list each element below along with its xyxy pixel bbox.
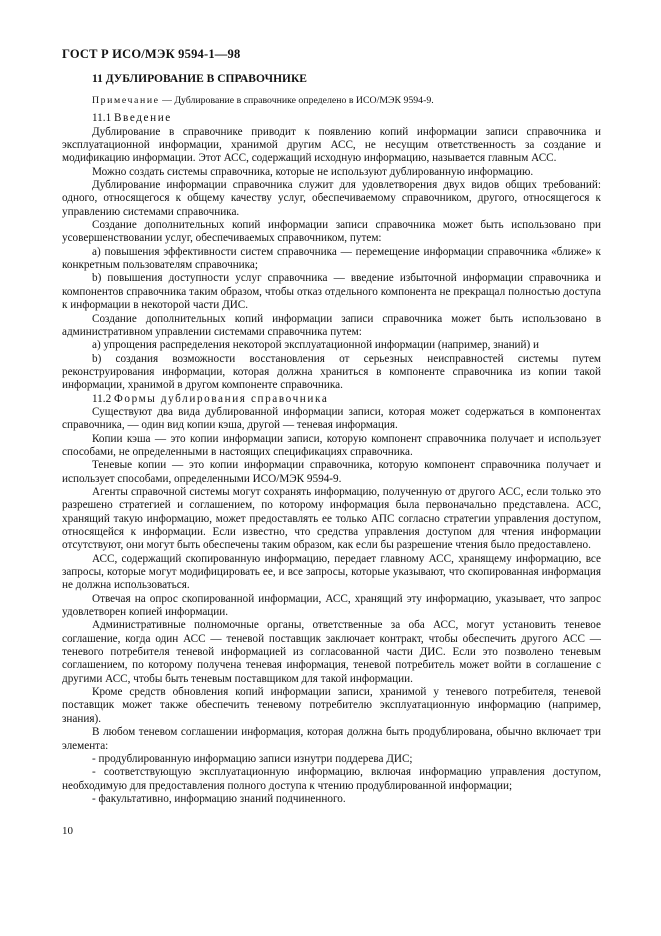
page-number: 10 [62,825,73,837]
list-item: b) создания возможности восстановления от серьезных неисправностей системы путем реконструирования информации, которая должна храниться в компоненте справочника из копии такой информации, хранимой в другом компоненте справочника. [62,352,601,392]
page-content [62,73,601,806]
section-title: 11 ДУБЛИРОВАНИЕ В СПРАВОЧНИКЕ [92,73,307,85]
paragraph: Агенты справочной системы могут сохранять информацию, полученную от другого АСС, если только это разрешено стратегией и соглашением, по которому информация была первоначально представлена. АСС, хранящий такую информацию, может предоставлять ее только АПС согласно стратегии управления доступом, относящейся к информации. Если известно, что средства управления доступом для чтения информации отсутствуют, они могут быть обеспечены таким образом, как если бы разрешение чтения было предоставлено. [62,485,601,552]
paragraph: Дублирование в справочнике приводит к появлению копий информации записи справочника и эксплуатационной информации, хранимой другим АСС, не несущим ответственность за создание и модификацию информации. Этот АСС, содержащий исходную информацию, называется главным АСС. [62,125,601,165]
subsection-title: Введение [113,112,172,125]
paragraph: Создание дополнительных копий информации записи справочника может быть использовано в административном управлении системами справочника путем: [62,312,601,338]
list-item: - соответствующую эксплуатационную информацию, включая информацию управления доступом, необходимую для предоставления полного доступа к чтению продублированной информации; [62,766,601,792]
subsection-heading-11-2 [62,393,601,406]
list-item: - факультативно, информацию знаний подчиненного. [92,792,346,805]
subsection-number: 11.2 [92,392,114,405]
paragraph: Кроме средств обновления копий информации записи, хранимой у теневого потребителя, теневой поставщик может также обеспечить теневому потребителю эксплуатационную информацию (например, знания). [62,686,601,725]
note-text: — Дублирование в справочнике определено в ИСО/МЭК 9594-9. [159,95,434,107]
subsection-heading-11-1 [62,112,601,125]
paragraph: Создание дополнительных копий информации записи справочника может быть использовано при усовершенствовании услуг, обеспечиваемых справочником, путем: [62,219,601,245]
list-item: а) повышения эффективности систем справочника — перемещение информации справочника «ближе» к конкретным пользователям справочника; [62,245,601,272]
paragraph: Дублирование информации справочника служит для удовлетворения двух видов общих требований: одного, относящегося к общему качеству услуг, обеспечиваемому справочником, другого, относящегося к управлению системами справочника. [62,179,601,218]
list-item: а) упрощения распределения некоторой эксплуатационной информации (например, знаний) и [92,339,540,352]
paragraph: Отвечая на опрос скопированной информации, АСС, хранящий эту информацию, указывает, что запрос удовлетворен копией информации. [62,592,601,619]
paragraph: Административные полномочные органы, ответственные за оба АСС, могут установить теневое соглашение, когда один АСС — теневой поставщик заключает контракт, чтобы обеспечить другого АСС — теневого потребителя теневой информацией из согласованной части ДИС. Если это позволено теневым соглашением, по которому получена теневая информация, теневой потребитель может войти в соглашение с другими АСС, чтобы быть теневым поставщиком для такой информации. [62,619,601,685]
paragraph: Теневые копии — это копии информации справочника, которую компонент справочника получает и использует способами, определенными ИСО/МЭК 9594-9. [62,459,601,485]
list-item: - продублированную информацию записи изнутри поддерева ДИС; [92,752,413,765]
paragraph: В любом теневом соглашении информация, которая должна быть продублирована, обычно включает три элемента: [62,726,601,752]
list-item: b) повышения доступности услуг справочника — введение избыточной информации справочника и компонентов справочника таким образом, чтобы отказ отдельного компонента не прекращал полностью доступа к информации в некоторой части ДИС. [62,272,601,312]
subsection-number: 11.1 [92,112,114,125]
paragraph: АСС, содержащий скопированную информацию, передает главному АСС, хранящему информацию, все запросы, которые могут модифицировать ее, и все запросы, которые указывают, что скопированная информация не должна использоваться. [62,552,601,592]
paragraph: Можно создать системы справочника, которые не используют дублированную информацию. [92,165,534,178]
subsection-title: Формы дублирования справочника [113,392,329,405]
standard-header: ГОСТ Р ИСО/МЭК 9594-1—98 [62,47,241,61]
note-label: Примечание [92,95,160,107]
note [62,95,601,107]
paragraph: Существуют два вида дублированной информации записи, которая может содержаться в компонентах справочника, — один вид копии кэша, другой — теневая информация. [62,405,601,432]
paragraph: Копии кэша — это копии информации записи, которую компонент справочника получает и использует способами, не определенными в настоящих спецификациях справочника. [62,432,601,458]
